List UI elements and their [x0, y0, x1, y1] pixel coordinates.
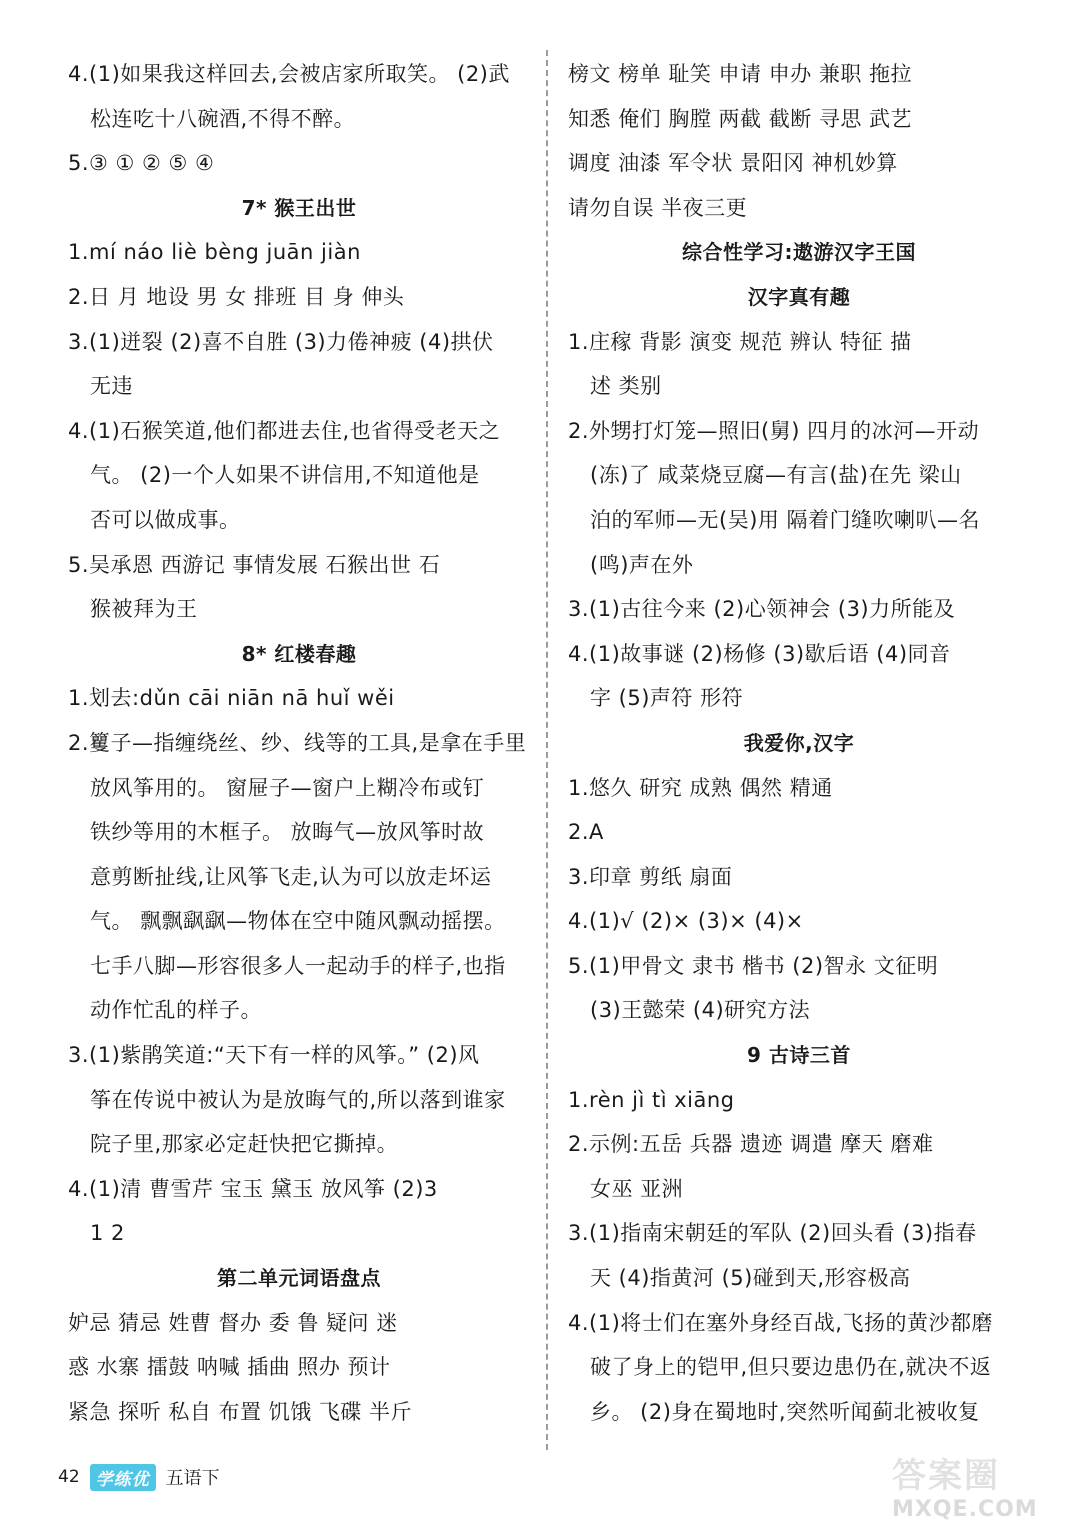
text-line: 意剪断扯线,让风筝飞走,认为可以放走坏运 — [90, 864, 492, 889]
text-line: 女巫 亚洲 — [590, 1176, 684, 1201]
text-line: 3.(1)指南宋朝廷的军队 (2)回头看 (3)指春 — [568, 1221, 977, 1246]
left-column — [68, 52, 530, 1434]
section-heading: 8* 红楼春趣 — [241, 641, 357, 666]
text-line: 泊的军师—无(吴)用 隔着门缝吹喇叭—名 — [590, 507, 981, 532]
text-line: 3.(1)古往今来 (2)心领神会 (3)力所能及 — [568, 597, 956, 622]
text-line: 请勿自误 半夜三更 — [568, 195, 748, 220]
text-line: 2.示例:五岳 兵器 遗迹 调遣 摩天 磨难 — [568, 1132, 934, 1157]
text-line: 1.划去:dǔn cāi niān nā huǐ wěi — [68, 686, 395, 711]
book-title: 五语下 — [165, 1468, 220, 1489]
text-line: 院子里,那家必定赶快把它撕掉。 — [90, 1132, 399, 1157]
text-line: 字 (5)声符 形符 — [590, 686, 744, 711]
text-line: 1.庄稼 背影 演变 规范 辨认 特征 描 — [568, 329, 912, 354]
section-heading: 我爱你,汉字 — [743, 730, 855, 755]
text-line: 乡。 (2)身在蜀地时,突然听闻蓟北被收复 — [590, 1399, 980, 1424]
section-heading: 第二单元词语盘点 — [217, 1266, 381, 1291]
text-line: 紧急 探听 私自 布置 饥饿 飞碟 半斤 — [68, 1399, 413, 1424]
column-divider — [546, 50, 548, 1450]
text-line: 2.日 月 地设 男 女 排班 目 身 伸头 — [68, 284, 405, 309]
text-line: (3)王懿荣 (4)研究方法 — [590, 998, 811, 1023]
page-number: 42 — [58, 1467, 80, 1487]
text-line: 1 2 — [90, 1221, 125, 1246]
text-line: 5.(1)甲骨文 隶书 楷书 (2)智永 文征明 — [568, 953, 939, 978]
text-line: 3.(1)紫鹃笑道:“天下有一样的风筝。” (2)风 — [68, 1043, 480, 1068]
section-heading: 7* 猴王出世 — [241, 195, 357, 220]
brand-logo: 学练优 — [90, 1464, 156, 1491]
text-line: 知悉 俺们 胸膛 两截 截断 寻思 武艺 — [568, 106, 913, 131]
text-line: 妒忌 猜忌 姓曹 督办 委 鲁 疑问 迷 — [68, 1310, 398, 1335]
text-line: 榜文 榜单 耻笑 申请 申办 兼职 拖拉 — [568, 62, 913, 86]
text-line: 1.悠久 研究 成熟 偶然 精通 — [568, 775, 833, 800]
text-line: 述 类别 — [590, 374, 662, 399]
text-line: (冻)了 咸菜烧豆腐—有言(盐)在先 梁山 — [590, 463, 962, 488]
text-line: (鸣)声在外 — [590, 552, 694, 577]
text-line: 1.rèn jì tì xiāng — [568, 1087, 735, 1112]
section-heading: 综合性学习:遨游汉字王国 — [682, 240, 916, 265]
watermark-top: 答案圈 — [892, 1456, 1000, 1496]
text-line: 2.外甥打灯笼—照旧(舅) 四月的冰河—开动 — [568, 418, 980, 443]
text-line: 调度 油漆 军令状 景阳冈 神机妙算 — [568, 151, 898, 176]
text-line: 放风筝用的。 窗屉子—窗户上糊冷布或钉 — [90, 775, 485, 800]
text-line: 4.(1)石猴笑道,他们都进去住,也省得受老天之 — [68, 418, 501, 443]
text-line: 4.(1)√ (2)× (3)× (4)× — [568, 909, 804, 934]
text-line: 2.籰子—指缠绕丝、纱、线等的工具,是拿在手里 — [68, 730, 527, 755]
text-line: 5.吴承恩 西游记 事情发展 石猴出世 石 — [68, 552, 441, 577]
section-heading: 9 古诗三首 — [747, 1043, 851, 1068]
text-line: 3.印章 剪纸 扇面 — [568, 864, 733, 889]
text-line: 2.A — [568, 820, 604, 845]
text-line: 4.(1)如果我这样回去,会被店家所取笑。 (2)武 — [68, 62, 510, 86]
text-line: 七手八脚—形容很多人一起动手的样子,也指 — [90, 953, 506, 978]
text-line: 破了身上的铠甲,但只要边患仍在,就决不返 — [590, 1355, 992, 1380]
text-line: 天 (4)指黄河 (5)碰到天,形容极高 — [590, 1266, 911, 1291]
right-column — [568, 52, 1030, 1434]
text-line: 气。 (2)一个人如果不讲信用,不知道他是 — [90, 463, 480, 488]
text-line: 否可以做成事。 — [90, 507, 241, 532]
text-line: 4.(1)清 曹雪芹 宝玉 黛玉 放风筝 (2)3 — [68, 1176, 438, 1201]
text-line: 4.(1)故事谜 (2)杨修 (3)歇后语 (4)同音 — [568, 641, 951, 666]
text-line: 惑 水寨 擂鼓 呐喊 插曲 照办 预计 — [68, 1355, 391, 1380]
text-line: 铁纱等用的木框子。 放晦气—放风筝时故 — [90, 820, 485, 845]
watermark — [892, 1448, 1042, 1528]
text-line: 5.③ ① ② ⑤ ④ — [68, 151, 215, 176]
text-line: 动作忙乱的样子。 — [90, 998, 262, 1023]
text-line: 无违 — [90, 374, 133, 399]
text-line: 1.mí náo liè bèng juān jiàn — [68, 240, 361, 265]
text-line: 气。 飘飘飖飖—物体在空中随风飘动摇摆。 — [90, 909, 506, 934]
text-line: 松连吃十八碗酒,不得不醉。 — [90, 106, 356, 131]
text-line: 筝在传说中被认为是放晦气的,所以落到谁家 — [90, 1087, 506, 1112]
page-footer — [58, 1462, 220, 1492]
section-heading: 汉字真有趣 — [747, 284, 851, 309]
text-line: 4.(1)将士们在塞外身经百战,飞扬的黄沙都磨 — [568, 1310, 993, 1335]
text-line: 3.(1)迸裂 (2)喜不自胜 (3)力倦神疲 (4)拱伏 — [68, 329, 494, 354]
text-line: 猴被拜为王 — [90, 597, 198, 622]
watermark-site: MXQE.COM — [892, 1497, 1038, 1522]
